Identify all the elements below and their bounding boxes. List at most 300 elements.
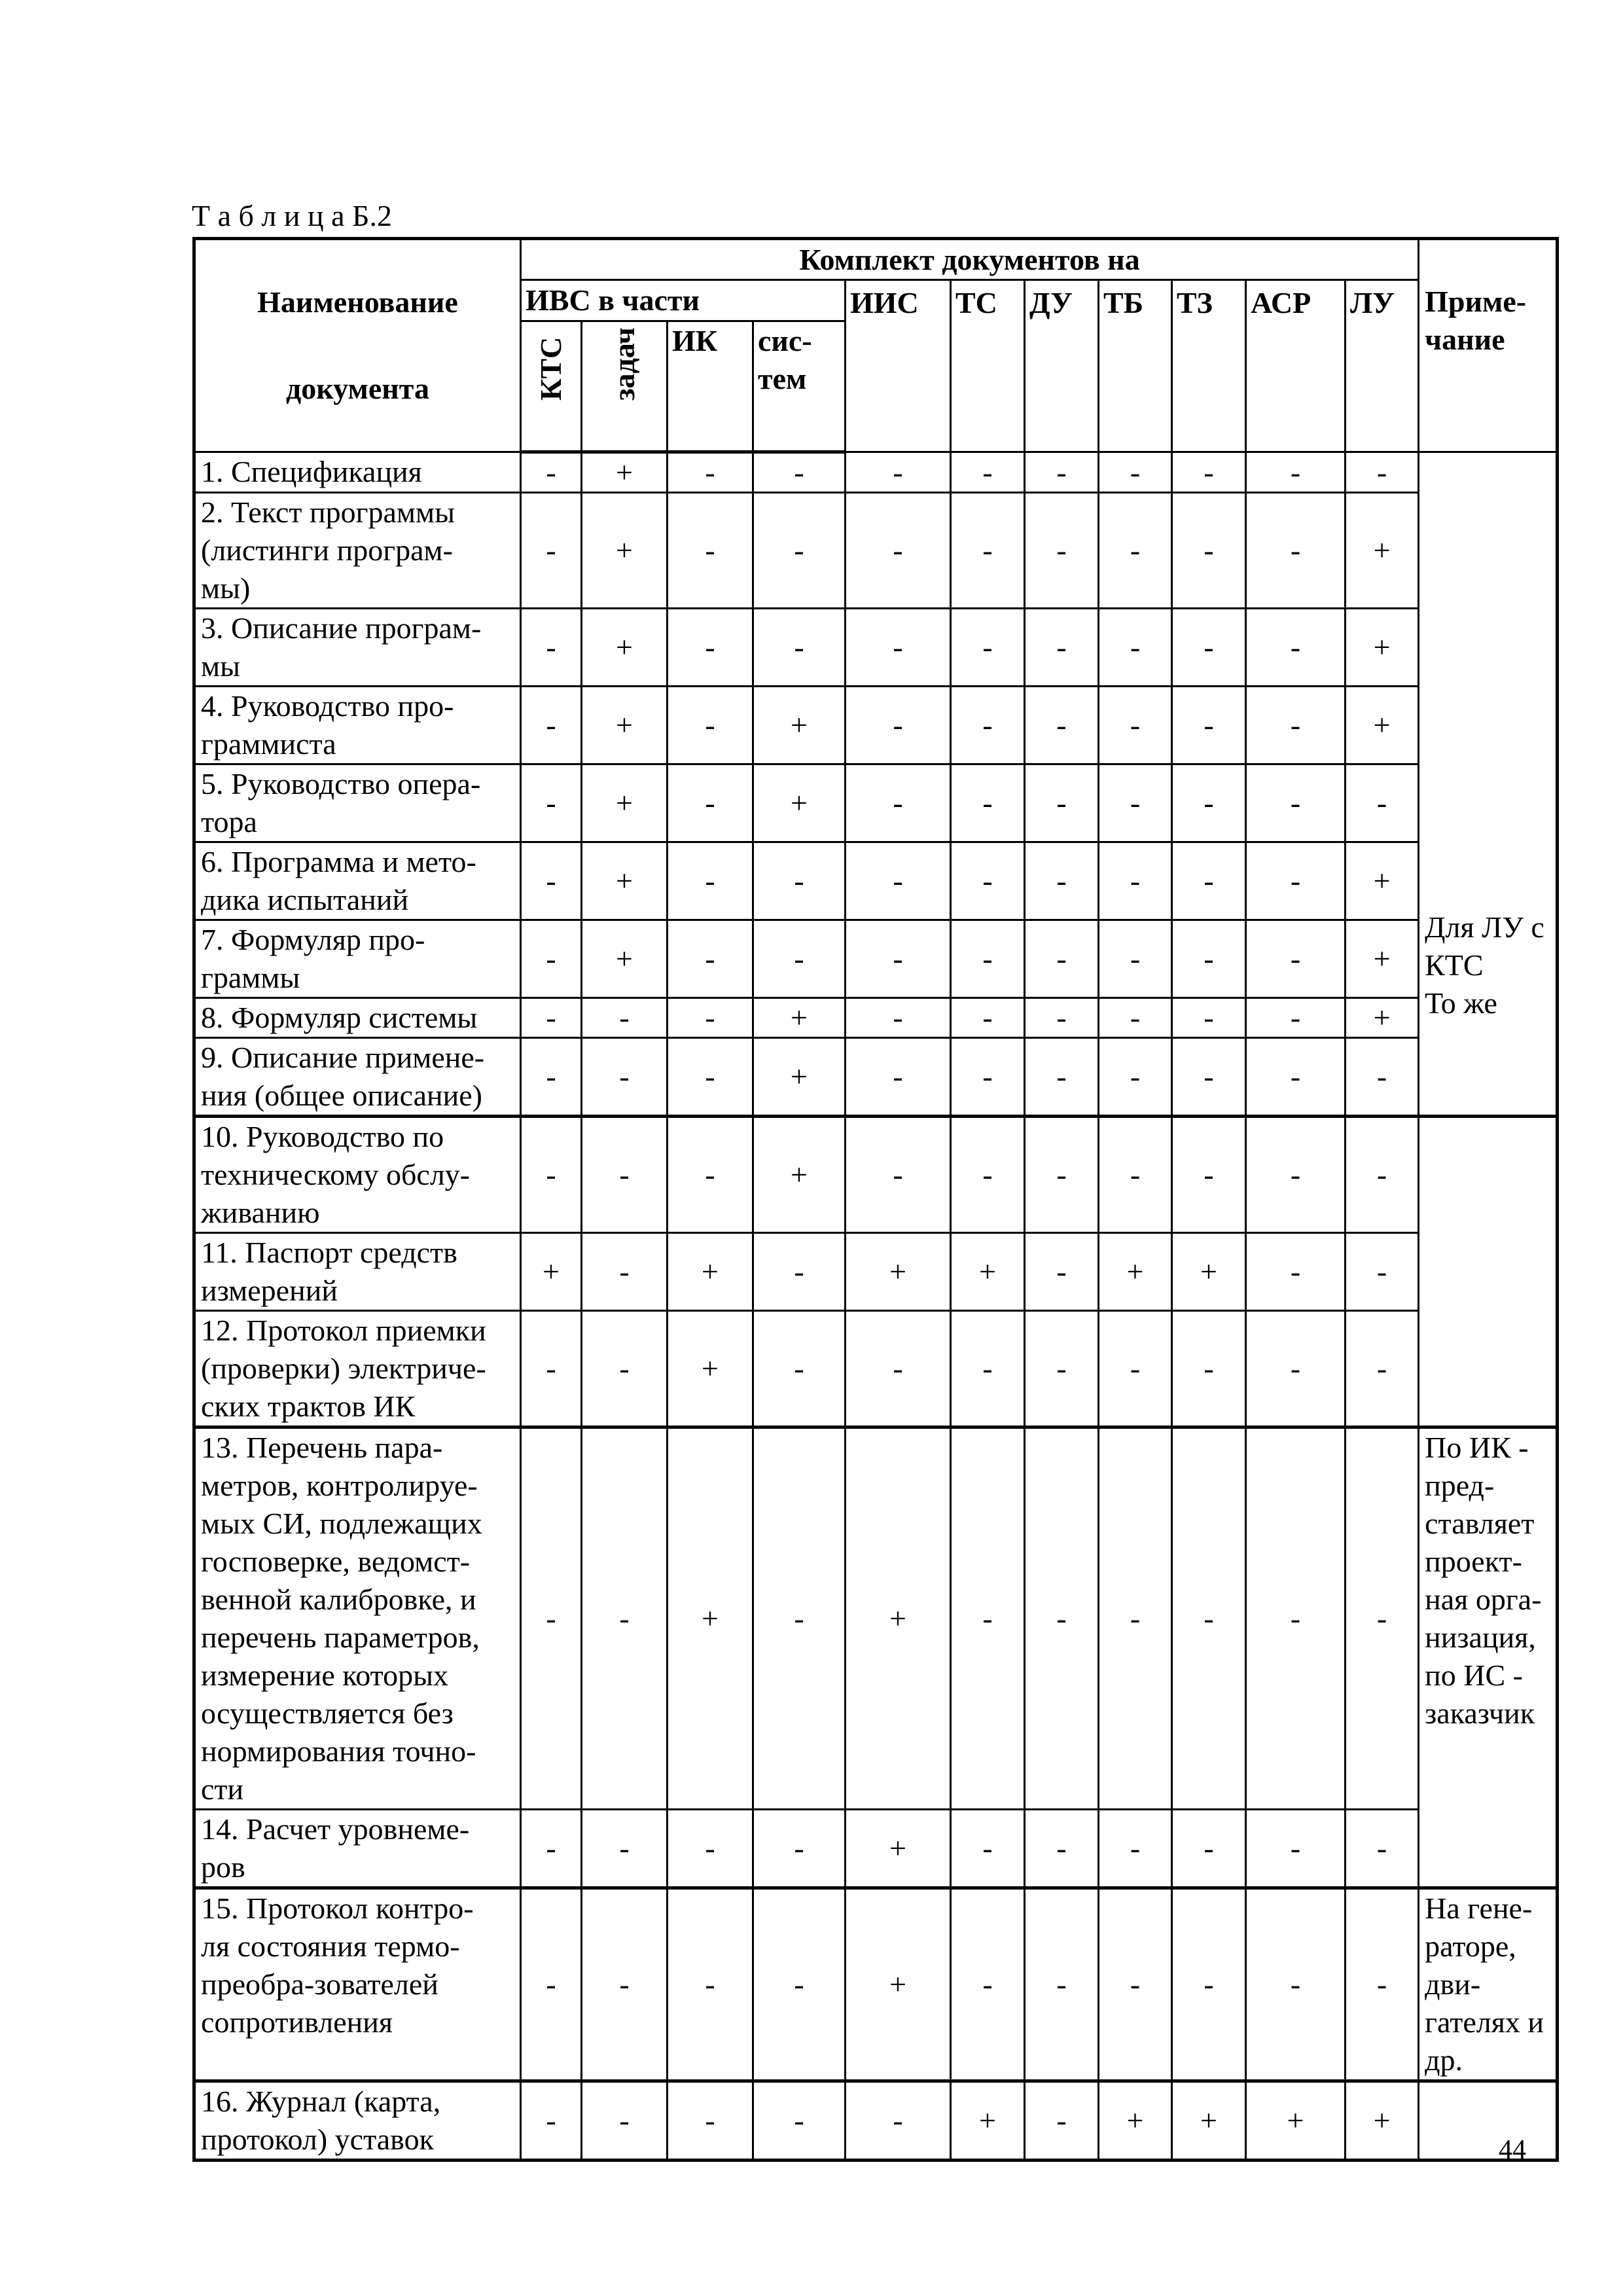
note-line [1425, 529, 1556, 567]
mark-du: - [1025, 452, 1099, 493]
mark-kts: - [521, 687, 582, 764]
note-cell [1419, 1888, 1558, 2081]
note-line: дви- [1425, 1967, 1481, 2001]
mark-kts: - [521, 452, 582, 493]
mark-tz: + [1172, 2081, 1246, 2161]
mark-sistem: - [753, 842, 846, 920]
mark-sistem: - [753, 452, 846, 493]
mark-du: - [1025, 1038, 1099, 1117]
header-col-tb: ТБ [1099, 280, 1172, 452]
mark-asr: - [1246, 1427, 1346, 1810]
mark-asr: - [1246, 764, 1346, 842]
mark-zadach: - [582, 1038, 668, 1117]
document-name-line: 2. Текст программы [201, 495, 455, 529]
mark-iis: + [846, 1888, 951, 2081]
mark-kts: - [521, 1117, 582, 1233]
mark-zadach: - [582, 1427, 668, 1810]
mark-asr: + [1246, 2081, 1346, 2161]
mark-asr: - [1246, 998, 1346, 1038]
note-line [1425, 567, 1556, 605]
document-name-cell [194, 1427, 521, 1810]
mark-tb: - [1099, 1810, 1172, 1888]
mark-kts: - [521, 998, 582, 1038]
document-name-line: 12. Протокол приемки [201, 1314, 486, 1347]
mark-asr: - [1246, 920, 1346, 998]
note-cell [1419, 452, 1558, 1117]
page-number: 44 [1499, 2135, 1526, 2165]
header-col-du: ДУ [1025, 280, 1099, 452]
mark-tz: - [1172, 1038, 1246, 1117]
mark-tb: - [1099, 842, 1172, 920]
document-name-line: 4. Руководство про- [201, 689, 454, 723]
mark-ik: - [668, 842, 753, 920]
header-col-ts: ТС [951, 280, 1025, 452]
mark-kts: - [521, 1888, 582, 2081]
mark-ik: - [668, 998, 753, 1038]
mark-kts: - [521, 1427, 582, 1810]
document-name-line: 7. Формуляр про- [201, 923, 425, 956]
mark-ts: - [951, 687, 1025, 764]
mark-ts: - [951, 1117, 1025, 1233]
document-name-cell [194, 1233, 521, 1311]
mark-zadach: + [582, 609, 668, 687]
note-line: раторе, [1425, 1929, 1516, 1963]
document-name-line: венной калибровке, и [201, 1583, 476, 1616]
note-cell [1419, 1117, 1558, 1427]
mark-asr: - [1246, 1311, 1346, 1427]
document-name-line: сопротивления [201, 2005, 393, 2039]
mark-sistem: + [753, 1038, 846, 1117]
mark-asr: - [1246, 609, 1346, 687]
document-name-cell [194, 452, 521, 493]
mark-tb: - [1099, 609, 1172, 687]
mark-ts: + [951, 2081, 1025, 2161]
note-line [1425, 795, 1556, 833]
mark-zadach: - [582, 2081, 668, 2161]
document-name-line: граммиста [201, 727, 336, 761]
mark-ts: - [951, 1810, 1025, 1888]
mark-ik: + [668, 1427, 753, 1810]
mark-lu: + [1346, 609, 1419, 687]
note-line: По ИК - [1425, 1431, 1529, 1464]
mark-iis: - [846, 452, 951, 493]
mark-tz: - [1172, 998, 1246, 1038]
document-name-line: (проверки) электриче- [201, 1352, 486, 1385]
mark-tb: - [1099, 1311, 1172, 1427]
table-row [194, 764, 1558, 842]
mark-ts: - [951, 493, 1025, 609]
document-name-cell [194, 493, 521, 609]
mark-asr: - [1246, 1888, 1346, 2081]
mark-iis: + [846, 1233, 951, 1311]
mark-ts: - [951, 1888, 1025, 2081]
mark-asr: - [1246, 687, 1346, 764]
document-name-line: сти [201, 1772, 244, 1806]
mark-lu: - [1346, 1117, 1419, 1233]
mark-lu: - [1346, 1427, 1419, 1810]
mark-tz: - [1172, 452, 1246, 493]
table-row [194, 1233, 1558, 1311]
mark-ik: - [668, 920, 753, 998]
mark-lu: + [1346, 998, 1419, 1038]
note-line: КТС [1425, 948, 1484, 982]
document-name-line: протокол) уставок [201, 2123, 434, 2156]
document-name-line: госповерке, ведомст- [201, 1545, 471, 1578]
mark-tb: - [1099, 1117, 1172, 1233]
document-name-line: мы [201, 649, 241, 683]
note-line: гателях и [1425, 2005, 1544, 2039]
mark-ts: - [951, 452, 1025, 493]
mark-lu: + [1346, 920, 1419, 998]
table-row [194, 1117, 1558, 1233]
document-name-line: 1. Спецификация [201, 455, 422, 488]
mark-asr: - [1246, 452, 1346, 493]
document-name-line: техническому обслу- [201, 1158, 471, 1191]
document-name-cell [194, 1888, 521, 2081]
note-line [1425, 870, 1556, 908]
table-row [194, 452, 1558, 493]
mark-tb: + [1099, 2081, 1172, 2161]
mark-tb: - [1099, 687, 1172, 764]
mark-zadach: + [582, 687, 668, 764]
note-line: ная орга- [1425, 1583, 1542, 1616]
note-line [1425, 491, 1556, 529]
mark-sistem: - [753, 1427, 846, 1810]
mark-tz: - [1172, 1888, 1246, 2081]
mark-ts: - [951, 609, 1025, 687]
note-line [1425, 833, 1556, 870]
mark-ik: - [668, 2081, 753, 2161]
mark-ik: + [668, 1311, 753, 1427]
mark-zadach: + [582, 452, 668, 493]
mark-ik: - [668, 1117, 753, 1233]
mark-iis: - [846, 1311, 951, 1427]
note-cell [1419, 2081, 1558, 2161]
document-name-line: 6. Программа и мето- [201, 845, 476, 878]
document-name-cell [194, 1117, 521, 1233]
header-col-lu: ЛУ [1346, 280, 1419, 452]
mark-lu: - [1346, 1810, 1419, 1888]
document-name-line: 8. Формуляр системы [201, 1001, 478, 1034]
mark-ik: - [668, 493, 753, 609]
mark-tb: - [1099, 764, 1172, 842]
document-name-line: 15. Протокол контро- [201, 1892, 474, 1925]
mark-ik: + [668, 1233, 753, 1311]
mark-sistem: - [753, 1810, 846, 1888]
mark-kts: - [521, 842, 582, 920]
mark-iis: - [846, 1038, 951, 1117]
note-line [1425, 681, 1556, 719]
mark-asr: - [1246, 1038, 1346, 1117]
header-col-zadach: задач [582, 321, 668, 452]
mark-du: - [1025, 1810, 1099, 1888]
document-name-line: ля состояния термо- [201, 1929, 460, 1963]
header-col-iis: ИИС [846, 280, 951, 452]
document-name-line: граммы [201, 961, 300, 994]
mark-du: - [1025, 842, 1099, 920]
document-name-cell [194, 998, 521, 1038]
table-row [194, 1311, 1558, 1427]
mark-sistem: - [753, 2081, 846, 2161]
mark-lu: - [1346, 1888, 1419, 2081]
table-row [194, 687, 1558, 764]
mark-tz: - [1172, 1311, 1246, 1427]
mark-tb: - [1099, 493, 1172, 609]
mark-zadach: + [582, 920, 668, 998]
mark-lu: + [1346, 842, 1419, 920]
mark-lu: - [1346, 452, 1419, 493]
note-line: ставляет [1425, 1507, 1535, 1540]
mark-ts: - [951, 842, 1025, 920]
mark-du: - [1025, 920, 1099, 998]
document-name-cell [194, 764, 521, 842]
table-row [194, 2081, 1558, 2161]
mark-lu: + [1346, 493, 1419, 609]
mark-tz: + [1172, 1233, 1246, 1311]
mark-ik: - [668, 687, 753, 764]
mark-lu: - [1346, 1311, 1419, 1427]
mark-tz: - [1172, 1427, 1246, 1810]
mark-sistem: - [753, 920, 846, 998]
header-col-tz: ТЗ [1172, 280, 1246, 452]
mark-kts: - [521, 1038, 582, 1117]
note-line [1425, 719, 1556, 757]
header-col-ik: ИК [668, 321, 753, 452]
mark-ik: - [668, 1888, 753, 2081]
note-line [1425, 643, 1556, 681]
document-name-cell [194, 609, 521, 687]
header-col-asr: АСР [1246, 280, 1346, 452]
mark-zadach: + [582, 493, 668, 609]
mark-du: - [1025, 687, 1099, 764]
mark-tz: - [1172, 1117, 1246, 1233]
document-name-line: метров, контролируе- [201, 1469, 478, 1502]
note-line [1425, 453, 1556, 491]
header-complect: Комплект документов на [521, 239, 1419, 280]
mark-tz: - [1172, 1810, 1246, 1888]
header-document-name: Наименование документа [194, 239, 521, 452]
mark-du: - [1025, 1311, 1099, 1427]
mark-ik: - [668, 452, 753, 493]
mark-tb: - [1099, 452, 1172, 493]
mark-tb: - [1099, 1038, 1172, 1117]
document-name-cell [194, 1810, 521, 1888]
mark-du: - [1025, 609, 1099, 687]
note-line [1425, 757, 1556, 795]
mark-zadach: - [582, 1888, 668, 2081]
document-name-line: дика испытаний [201, 883, 409, 916]
mark-tz: - [1172, 609, 1246, 687]
document-name-line: 9. Описание примене- [201, 1041, 485, 1074]
mark-ts: - [951, 1038, 1025, 1117]
table-row [194, 1038, 1558, 1117]
mark-iis: - [846, 493, 951, 609]
note-line: пред- [1425, 1469, 1495, 1502]
mark-du: - [1025, 1888, 1099, 2081]
document-name-cell [194, 687, 521, 764]
document-name-line: 11. Паспорт средств [201, 1236, 457, 1269]
mark-zadach: - [582, 998, 668, 1038]
mark-asr: - [1246, 1117, 1346, 1233]
mark-ts: - [951, 998, 1025, 1038]
mark-du: - [1025, 1233, 1099, 1311]
mark-du: - [1025, 1117, 1099, 1233]
mark-kts: + [521, 1233, 582, 1311]
document-name-line: мых СИ, подлежащих [201, 1507, 482, 1540]
mark-ts: - [951, 1311, 1025, 1427]
header-col-sistem: сис- тем [753, 321, 846, 452]
header-note: Приме- чание [1419, 239, 1558, 452]
mark-lu: - [1346, 1233, 1419, 1311]
mark-iis: - [846, 842, 951, 920]
mark-lu: + [1346, 687, 1419, 764]
document-name-line: осуществляется без [201, 1696, 454, 1730]
document-name-line: 5. Руководство опера- [201, 767, 481, 800]
table-row [194, 842, 1558, 920]
mark-tz: - [1172, 842, 1246, 920]
document-name-line [201, 2041, 520, 2079]
mark-kts: - [521, 764, 582, 842]
note-line [1425, 605, 1556, 643]
document-name-cell [194, 1311, 521, 1427]
mark-sistem: - [753, 493, 846, 609]
mark-iis: - [846, 1117, 951, 1233]
document-name-line: 16. Журнал (карта, [201, 2085, 441, 2118]
document-name-line: 13. Перечень пара- [201, 1431, 443, 1464]
mark-kts: - [521, 1311, 582, 1427]
mark-sistem: - [753, 1888, 846, 2081]
mark-tb: + [1099, 1233, 1172, 1311]
mark-tb: - [1099, 1888, 1172, 2081]
note-line: На гене- [1425, 1892, 1533, 1925]
mark-tz: - [1172, 493, 1246, 609]
mark-lu: + [1346, 2081, 1419, 2161]
mark-asr: - [1246, 1810, 1346, 1888]
document-name-line: перечень параметров, [201, 1621, 480, 1654]
header-ivs: ИВС в части [521, 280, 846, 321]
mark-kts: - [521, 2081, 582, 2161]
document-name-line: живанию [201, 1196, 320, 1229]
mark-iis: + [846, 1427, 951, 1810]
table-row [194, 998, 1558, 1038]
table-row [194, 609, 1558, 687]
document-name-cell [194, 2081, 521, 2161]
mark-zadach: + [582, 764, 668, 842]
mark-kts: - [521, 1810, 582, 1888]
mark-tz: - [1172, 764, 1246, 842]
mark-tb: - [1099, 998, 1172, 1038]
note-line: То же [1425, 986, 1497, 1020]
mark-tb: - [1099, 920, 1172, 998]
mark-du: - [1025, 998, 1099, 1038]
mark-iis: - [846, 687, 951, 764]
mark-ts: - [951, 764, 1025, 842]
mark-zadach: + [582, 842, 668, 920]
table-caption: Т а б л и ц а Б.2 [192, 199, 392, 232]
mark-tb: - [1099, 1427, 1172, 1810]
mark-tz: - [1172, 920, 1246, 998]
document-name-line: мы) [201, 571, 251, 605]
mark-zadach: - [582, 1810, 668, 1888]
document-name-cell [194, 842, 521, 920]
mark-sistem: + [753, 998, 846, 1038]
table-row [194, 493, 1558, 609]
header-col-kts: КТС [521, 321, 582, 452]
note-line: низация, [1425, 1621, 1536, 1654]
mark-ts: + [951, 1233, 1025, 1311]
document-name-line: 3. Описание програм- [201, 611, 482, 645]
mark-kts: - [521, 920, 582, 998]
mark-du: - [1025, 764, 1099, 842]
document-name-line: тора [201, 805, 257, 838]
mark-asr: - [1246, 842, 1346, 920]
mark-sistem: + [753, 687, 846, 764]
document-name-line: преобра-зователей [201, 1967, 438, 2001]
mark-lu: - [1346, 1038, 1419, 1117]
mark-ik: - [668, 1810, 753, 1888]
mark-du: - [1025, 1427, 1099, 1810]
document-name-cell [194, 1038, 521, 1117]
mark-iis: - [846, 609, 951, 687]
mark-zadach: - [582, 1233, 668, 1311]
document-name-line: измерение которых [201, 1659, 449, 1692]
document-name-line: 14. Расчет уровнеме- [201, 1812, 470, 1846]
mark-asr: - [1246, 1233, 1346, 1311]
mark-sistem: + [753, 1117, 846, 1233]
mark-asr: - [1246, 493, 1346, 609]
mark-iis: - [846, 2081, 951, 2161]
mark-du: - [1025, 2081, 1099, 2161]
document-name-line: измерений [201, 1274, 338, 1307]
mark-du: - [1025, 493, 1099, 609]
mark-ik: - [668, 1038, 753, 1117]
mark-zadach: - [582, 1311, 668, 1427]
mark-ik: - [668, 609, 753, 687]
document-name-cell [194, 920, 521, 998]
document-name-line: ских трактов ИК [201, 1390, 416, 1423]
document-name-line: ров [201, 1850, 245, 1884]
table-row [194, 1810, 1558, 1888]
mark-iis: - [846, 920, 951, 998]
note-line: проект- [1425, 1545, 1522, 1578]
document-name-line: 10. Руководство по [201, 1120, 444, 1153]
document-name-line: (листинги програм- [201, 533, 453, 567]
note-line: заказчик [1425, 1696, 1535, 1730]
table-row [194, 1888, 1558, 2081]
mark-lu: - [1346, 764, 1419, 842]
mark-kts: - [521, 493, 582, 609]
mark-tz: - [1172, 687, 1246, 764]
mark-sistem: - [753, 1233, 846, 1311]
mark-sistem: - [753, 609, 846, 687]
documents-table [192, 237, 1559, 2162]
table-row [194, 920, 1558, 998]
note-line: Для ЛУ с [1425, 910, 1544, 944]
table-row [194, 1427, 1558, 1810]
mark-kts: - [521, 609, 582, 687]
mark-iis: - [846, 764, 951, 842]
document-name-line: ния (общее описание) [201, 1079, 482, 1112]
note-line: по ИС - [1425, 1659, 1523, 1692]
mark-sistem: - [753, 1311, 846, 1427]
mark-ik: - [668, 764, 753, 842]
note-cell [1419, 1427, 1558, 1888]
mark-iis: + [846, 1810, 951, 1888]
mark-iis: - [846, 998, 951, 1038]
mark-zadach: - [582, 1117, 668, 1233]
note-line: др. [1425, 2043, 1463, 2077]
mark-sistem: + [753, 764, 846, 842]
